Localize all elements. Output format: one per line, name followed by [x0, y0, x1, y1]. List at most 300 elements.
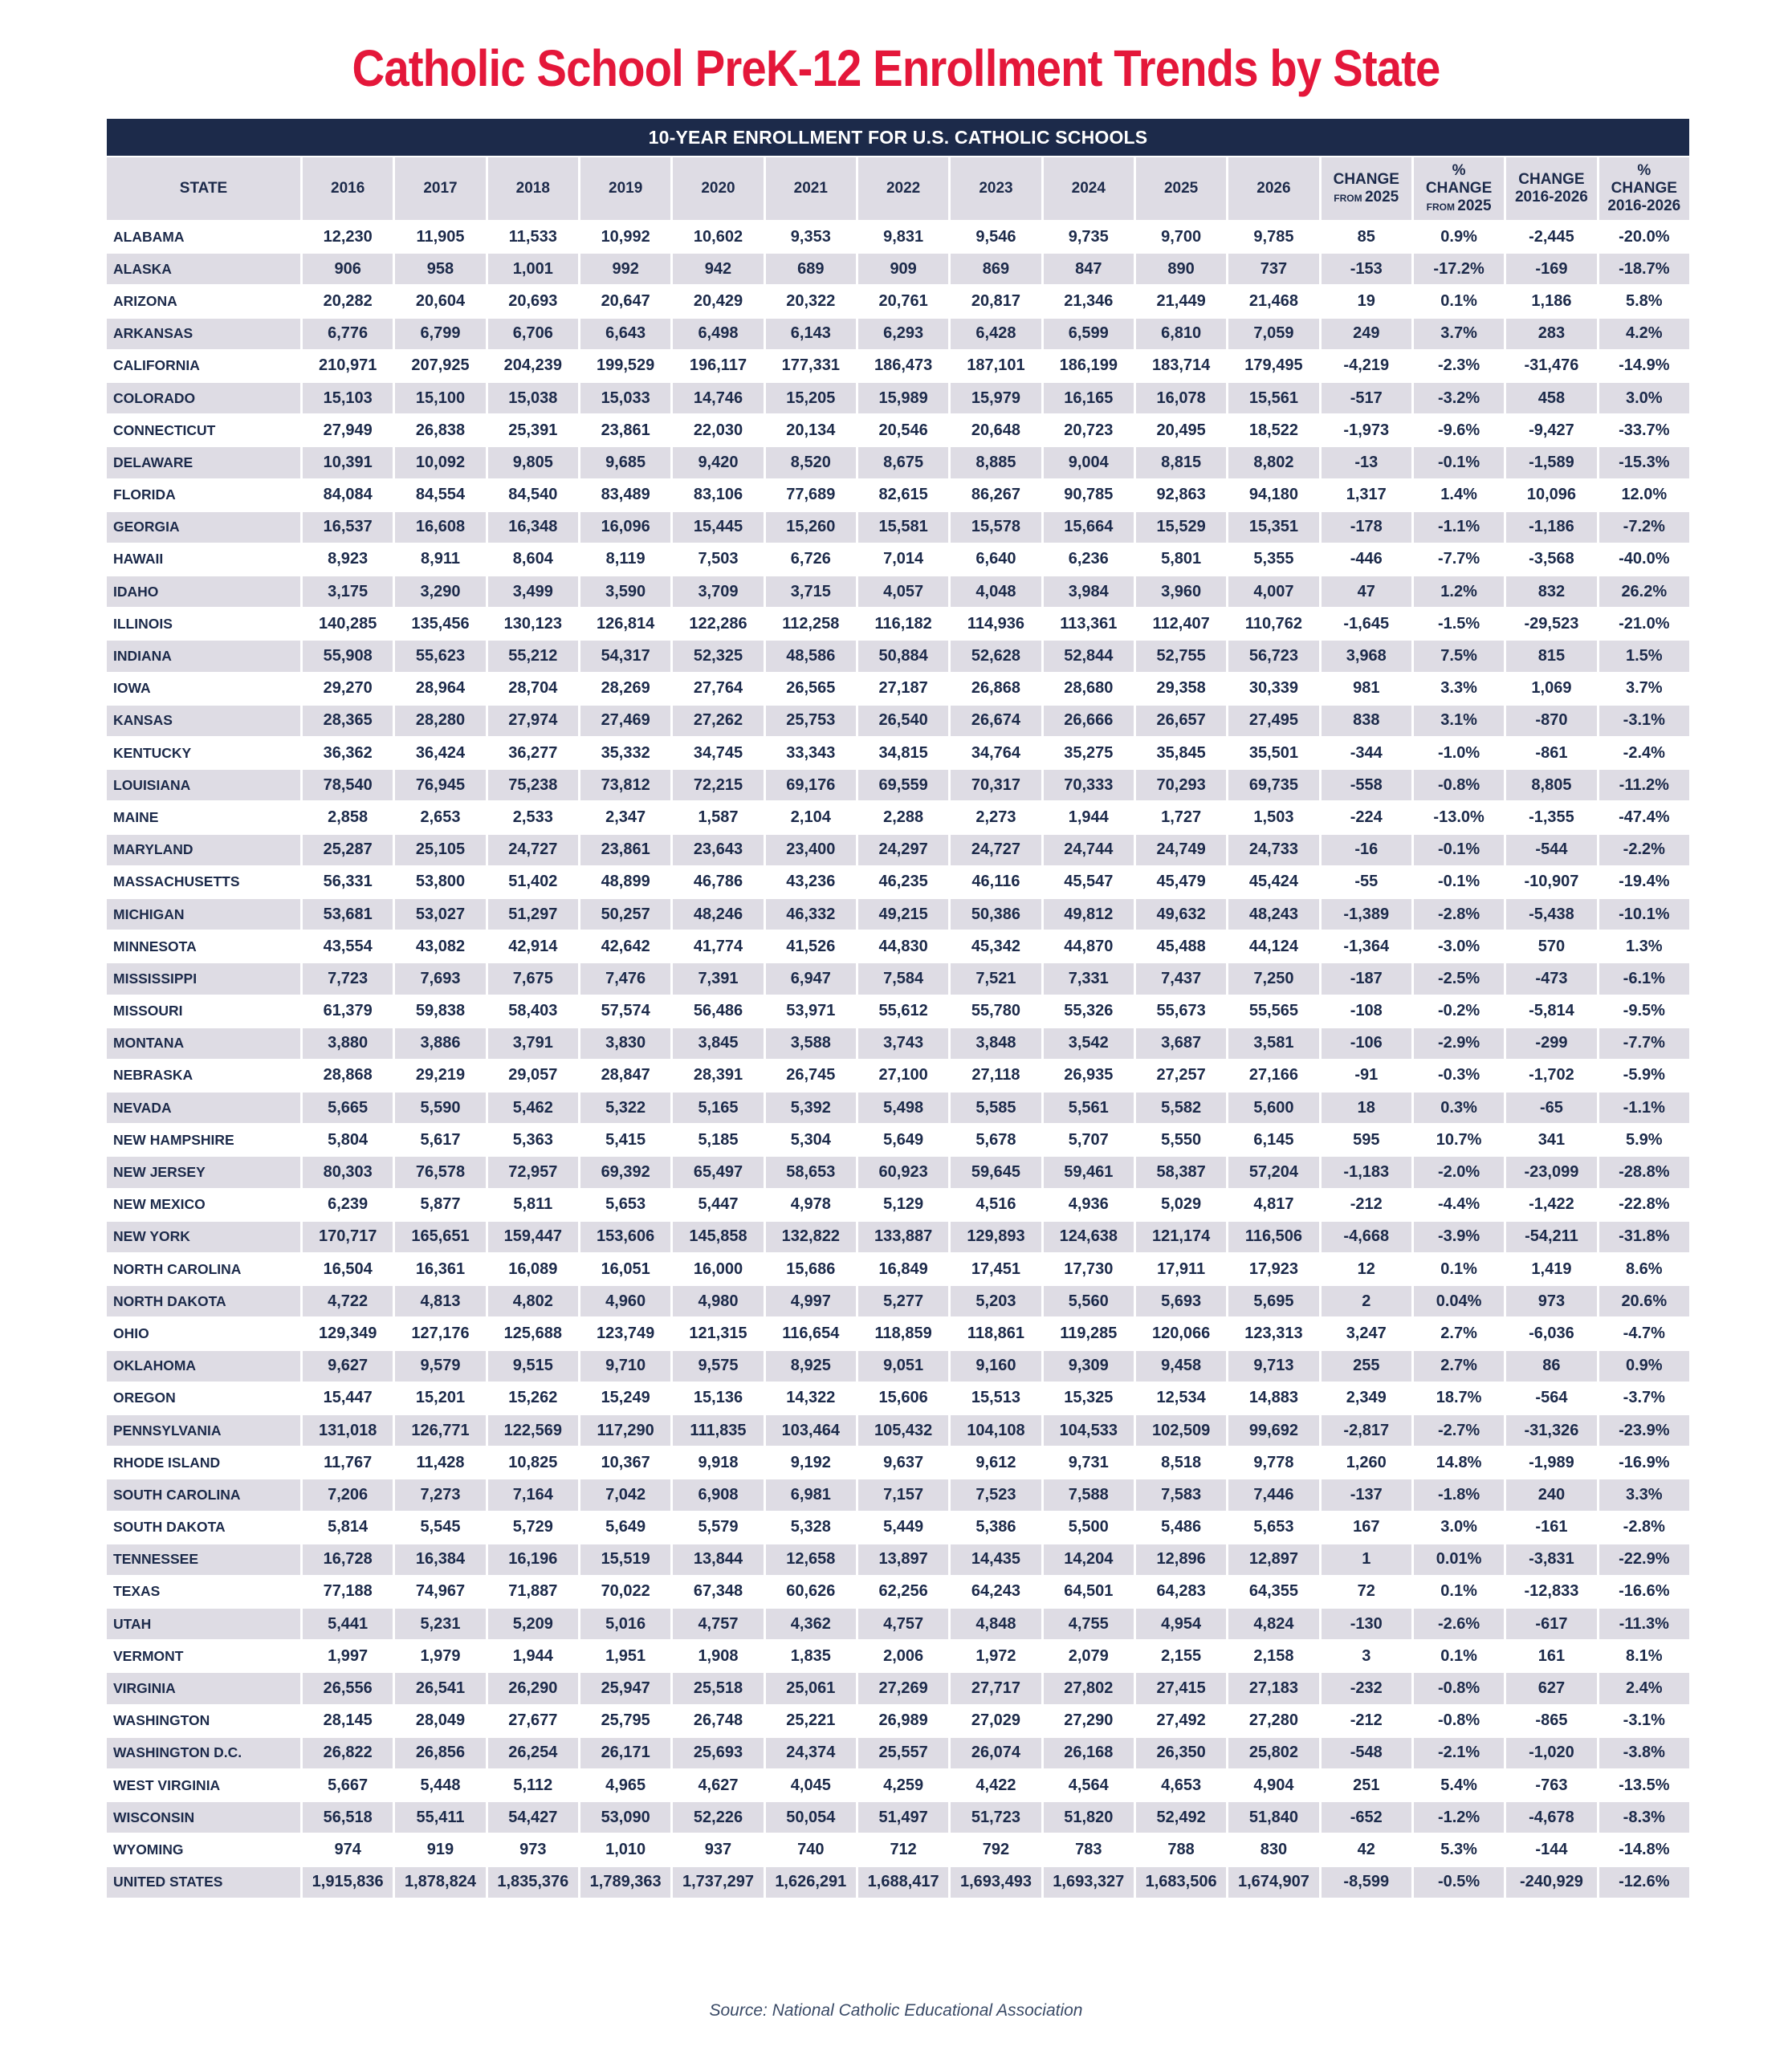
header-sublabel: FROM — [1426, 201, 1458, 213]
cell-y2022: 16,849 — [878, 1259, 928, 1278]
cell-y2025: 183,714 — [1151, 356, 1211, 375]
cell-y2018: 51,297 — [488, 899, 578, 930]
cell-chg10: 973 — [1506, 1286, 1596, 1316]
cell-chg10: 1,186 — [1531, 291, 1572, 310]
header-label: 2024 — [1071, 180, 1106, 197]
cell-y2016: 7,723 — [303, 963, 393, 994]
header-label: 2018 — [515, 180, 550, 197]
header-year-range: 2016-2026 — [1514, 189, 1588, 206]
cell-y2020: 196,117 — [689, 356, 747, 375]
cell-y2026: 24,733 — [1228, 835, 1318, 865]
cell-y2024: 119,285 — [1060, 1324, 1118, 1342]
table-row — [107, 1093, 1689, 1123]
cell-y2022: 50,884 — [858, 641, 948, 671]
cell-y2020: 48,246 — [673, 899, 763, 930]
cell-y2021: 25,221 — [786, 1711, 836, 1730]
cell-pct10: 20.6% — [1599, 1286, 1689, 1316]
cell-y2018: 72,957 — [488, 1157, 578, 1187]
cell-y2018: 1,835,376 — [488, 1867, 578, 1898]
cell-y2025: 4,954 — [1136, 1609, 1226, 1639]
cell-y2023: 70,317 — [951, 770, 1041, 800]
cell-y2024: 5,500 — [1068, 1518, 1109, 1536]
cell-pct10: 3.7% — [1626, 679, 1663, 698]
cell-y2023: 3,848 — [951, 1028, 1041, 1059]
cell-y2018: 7,164 — [488, 1479, 578, 1510]
cell-y2020: 25,518 — [673, 1673, 763, 1703]
cell-y2018: 5,462 — [488, 1093, 578, 1123]
table-body — [107, 222, 1689, 1898]
state-name: FLORIDA — [113, 486, 176, 503]
state-name: TENNESSEE — [107, 1544, 300, 1575]
cell-pct10: -3.7% — [1623, 1389, 1665, 1407]
cell-y2022: 26,540 — [858, 706, 948, 736]
cell-y2017: 74,967 — [415, 1582, 466, 1601]
cell-chg25: -8,599 — [1322, 1867, 1411, 1898]
cell-y2024: 26,666 — [1044, 706, 1134, 736]
enrollment-grid — [104, 156, 1692, 1899]
table-row — [107, 1706, 1689, 1736]
cell-y2019: 15,249 — [601, 1389, 650, 1407]
cell-pct10: -21.0% — [1619, 614, 1670, 633]
state-name: MISSOURI — [113, 1003, 183, 1019]
cell-y2016: 2,858 — [328, 808, 369, 826]
cell-y2022: 8,675 — [858, 447, 948, 478]
cell-y2016: 56,518 — [303, 1802, 393, 1833]
cell-chg25: 251 — [1353, 1776, 1380, 1794]
cell-chg10: -65 — [1506, 1093, 1596, 1123]
cell-y2020: 145,858 — [673, 1222, 763, 1252]
cell-y2017: 59,838 — [415, 1002, 466, 1020]
cell-y2019: 153,606 — [580, 1222, 670, 1252]
cell-pct10: -16.9% — [1619, 1453, 1670, 1471]
cell-chg25: -1,389 — [1322, 899, 1411, 930]
header-label: 2021 — [793, 180, 828, 197]
header-label: 2026 — [1256, 180, 1291, 197]
cell-y2026: 51,840 — [1228, 1802, 1318, 1833]
cell-y2025: 6,810 — [1136, 319, 1226, 349]
table-row — [107, 738, 1689, 768]
cell-y2023: 27,029 — [971, 1711, 1021, 1730]
cell-chg10: -1,020 — [1506, 1738, 1596, 1768]
cell-y2025: 52,755 — [1136, 641, 1226, 671]
cell-y2026: 18,522 — [1248, 421, 1299, 439]
cell-y2024: 104,533 — [1044, 1415, 1134, 1446]
cell-chg25: -106 — [1322, 1028, 1411, 1059]
cell-y2021: 58,653 — [766, 1157, 856, 1187]
cell-y2024: 14,204 — [1044, 1544, 1134, 1575]
cell-y2020: 34,745 — [693, 743, 743, 762]
cell-y2016: 77,188 — [323, 1582, 373, 1601]
cell-y2018: 25,391 — [508, 421, 558, 439]
cell-y2025: 29,358 — [1156, 679, 1206, 698]
cell-chg25: 1,260 — [1346, 1453, 1387, 1471]
cell-y2023: 59,645 — [951, 1157, 1041, 1187]
cell-y2026: 27,166 — [1248, 1066, 1299, 1084]
cell-y2025: 92,863 — [1156, 486, 1206, 504]
cell-pct10: -40.0% — [1619, 550, 1670, 568]
cell-y2020: 6,908 — [673, 1479, 763, 1510]
cell-y2024: 17,730 — [1064, 1259, 1114, 1278]
cell-chg10: -1,989 — [1529, 1453, 1574, 1471]
cell-y2023: 51,723 — [951, 1802, 1041, 1833]
cell-y2023: 9,612 — [975, 1453, 1016, 1471]
cell-y2017: 127,176 — [411, 1324, 470, 1342]
cell-y2026: 5,695 — [1228, 1286, 1318, 1316]
cell-pct10: 5.9% — [1626, 1130, 1663, 1149]
cell-y2016: 25,287 — [303, 835, 393, 865]
cell-y2025: 55,673 — [1156, 1002, 1206, 1020]
cell-y2016: 16,504 — [323, 1259, 373, 1278]
cell-y2023: 187,101 — [967, 356, 1025, 375]
cell-y2023: 2,273 — [975, 808, 1016, 826]
cell-pct10: -47.4% — [1619, 808, 1670, 826]
column-header-y2019 — [580, 157, 670, 220]
cell-chg25: -212 — [1350, 1195, 1383, 1214]
cell-y2025: 64,283 — [1156, 1582, 1206, 1601]
cell-y2016: 61,379 — [323, 1002, 373, 1020]
cell-y2016: 36,362 — [323, 743, 373, 762]
cell-y2023: 1,693,493 — [951, 1867, 1041, 1898]
cell-y2016: 5,665 — [303, 1093, 393, 1123]
cell-y2021: 5,304 — [790, 1130, 831, 1149]
cell-pct25: -13.0% — [1433, 808, 1485, 826]
cell-y2025: 15,529 — [1136, 512, 1226, 543]
cell-y2025: 5,029 — [1161, 1195, 1202, 1214]
cell-y2022: 118,859 — [874, 1324, 932, 1342]
cell-y2023: 17,451 — [971, 1259, 1021, 1278]
cell-chg10: -6,036 — [1529, 1324, 1574, 1342]
column-header-y2018 — [488, 157, 578, 220]
cell-y2020: 25,693 — [673, 1738, 763, 1768]
cell-chg10: -169 — [1506, 254, 1596, 284]
cell-pct10: -19.4% — [1619, 873, 1670, 891]
cell-y2026: 9,778 — [1253, 1453, 1294, 1471]
cell-y2023: 9,160 — [951, 1351, 1041, 1382]
cell-chg25: -558 — [1322, 770, 1411, 800]
cell-y2026: 1,503 — [1253, 808, 1294, 826]
cell-y2017: 919 — [426, 1840, 454, 1858]
cell-y2019: 1,951 — [605, 1646, 646, 1665]
cell-y2025: 7,437 — [1136, 963, 1226, 994]
cell-pct25: -0.1% — [1414, 447, 1504, 478]
table-row — [107, 319, 1689, 349]
header-label: 2019 — [609, 180, 643, 197]
state-name: UTAH — [107, 1609, 300, 1639]
cell-y2017: 29,219 — [415, 1066, 466, 1084]
cell-pct10: -13.5% — [1619, 1776, 1670, 1794]
cell-pct10: -6.1% — [1599, 963, 1689, 994]
cell-y2021: 103,464 — [766, 1415, 856, 1446]
cell-y2017: 5,448 — [420, 1776, 461, 1794]
header-percent-sign: % — [1452, 162, 1466, 180]
cell-y2017: 9,579 — [395, 1351, 485, 1382]
cell-y2017: 53,800 — [415, 873, 466, 891]
cell-y2023: 5,386 — [975, 1518, 1016, 1536]
cell-y2024: 4,564 — [1068, 1776, 1109, 1794]
cell-y2020: 56,486 — [693, 1002, 743, 1020]
table-row — [107, 1609, 1689, 1639]
cell-y2017: 1,979 — [420, 1646, 461, 1665]
cell-chg25: -1,645 — [1343, 614, 1390, 633]
cell-y2026: 30,339 — [1248, 679, 1299, 698]
cell-y2021: 177,331 — [781, 356, 840, 375]
cell-y2022: 116,182 — [874, 614, 932, 633]
table-row — [107, 1577, 1689, 1607]
cell-y2023: 1,972 — [975, 1646, 1016, 1665]
cell-y2021: 9,192 — [790, 1453, 831, 1471]
cell-pct25: 0.1% — [1440, 1259, 1477, 1278]
cell-y2017: 76,578 — [395, 1157, 485, 1187]
cell-y2026: 55,565 — [1248, 1002, 1299, 1020]
cell-y2017: 3,886 — [395, 1028, 485, 1059]
cell-y2016: 16,537 — [303, 512, 393, 543]
cell-y2016: 53,681 — [303, 899, 393, 930]
cell-y2023: 64,243 — [971, 1582, 1021, 1601]
cell-chg10: -473 — [1506, 963, 1596, 994]
cell-y2021: 60,626 — [786, 1582, 836, 1601]
cell-y2016: 20,282 — [323, 291, 373, 310]
cell-pct10: 26.2% — [1599, 576, 1689, 607]
cell-chg10: 283 — [1506, 319, 1596, 349]
cell-y2021: 15,205 — [766, 383, 856, 413]
cell-chg25: -446 — [1350, 550, 1383, 568]
cell-y2020: 16,000 — [693, 1259, 743, 1278]
cell-y2023: 6,428 — [951, 319, 1041, 349]
cell-y2017: 5,590 — [395, 1093, 485, 1123]
state-name: VERMONT — [113, 1647, 184, 1664]
cell-y2020: 5,579 — [698, 1518, 739, 1536]
cell-y2017: 28,964 — [415, 679, 466, 698]
cell-y2024: 5,561 — [1044, 1093, 1134, 1123]
cell-y2022: 133,887 — [858, 1222, 948, 1252]
cell-chg10: -763 — [1535, 1776, 1568, 1794]
cell-y2026: 4,817 — [1253, 1195, 1294, 1214]
cell-y2023: 14,435 — [951, 1544, 1041, 1575]
cell-y2016: 43,554 — [323, 937, 373, 955]
state-name: MASSACHUSETTS — [113, 873, 240, 890]
cell-chg25: -548 — [1322, 1738, 1411, 1768]
cell-y2020: 10,602 — [693, 227, 743, 246]
cell-y2026: 179,495 — [1244, 356, 1303, 375]
cell-pct10: -33.7% — [1619, 421, 1670, 439]
cell-pct25: -3.2% — [1414, 383, 1504, 413]
cell-y2023: 114,936 — [967, 614, 1025, 633]
cell-y2026: 8,802 — [1228, 447, 1318, 478]
cell-y2017: 16,384 — [395, 1544, 485, 1575]
cell-y2016: 26,556 — [303, 1673, 393, 1703]
table-row — [107, 1383, 1689, 1414]
cell-y2016: 7,206 — [303, 1479, 393, 1510]
state-name: SOUTH CAROLINA — [107, 1479, 300, 1510]
column-header-chg10 — [1506, 157, 1596, 220]
cell-y2019: 7,476 — [580, 963, 670, 994]
table-row — [107, 222, 1689, 252]
state-name: GEORGIA — [107, 512, 300, 543]
cell-pct10: -3.1% — [1623, 1711, 1665, 1730]
cell-y2018: 122,569 — [488, 1415, 578, 1446]
cell-pct25: 0.1% — [1440, 291, 1477, 310]
table-row — [107, 254, 1689, 284]
cell-y2024: 5,560 — [1044, 1286, 1134, 1316]
cell-y2026: 7,250 — [1228, 963, 1318, 994]
cell-y2025: 27,257 — [1156, 1066, 1206, 1084]
cell-y2020: 13,844 — [673, 1544, 763, 1575]
cell-chg25: 12 — [1357, 1259, 1375, 1278]
cell-y2018: 24,727 — [488, 835, 578, 865]
cell-y2026: 35,501 — [1248, 743, 1299, 762]
cell-y2018: 1,944 — [512, 1646, 553, 1665]
cell-y2022: 27,269 — [858, 1673, 948, 1703]
cell-pct25: 14.8% — [1436, 1453, 1482, 1471]
cell-y2026: 14,883 — [1248, 1389, 1299, 1407]
state-name: KENTUCKY — [113, 744, 192, 761]
cell-y2025: 49,632 — [1136, 899, 1226, 930]
table-row — [107, 608, 1689, 639]
cell-y2026: 15,561 — [1228, 383, 1318, 413]
cell-y2023: 5,678 — [975, 1130, 1016, 1149]
cell-y2025: 9,700 — [1161, 227, 1202, 246]
cell-chg25: 3 — [1362, 1646, 1371, 1665]
cell-y2021: 8,520 — [766, 447, 856, 478]
source-note: Source: National Catholic Educational Association — [709, 2001, 1083, 2020]
cell-chg25: -1,364 — [1343, 937, 1390, 955]
cell-y2016: 15,447 — [323, 1389, 373, 1407]
cell-chg25: 167 — [1353, 1518, 1380, 1536]
state-name: NORTH DAKOTA — [107, 1286, 300, 1316]
cell-y2017: 15,201 — [415, 1389, 466, 1407]
cell-y2025: 5,582 — [1136, 1093, 1226, 1123]
cell-chg10: -54,211 — [1506, 1222, 1596, 1252]
cell-y2020: 9,575 — [673, 1351, 763, 1382]
cell-pct25: -3.0% — [1437, 937, 1480, 955]
cell-chg25: 255 — [1322, 1351, 1411, 1382]
cell-y2020: 15,445 — [673, 512, 763, 543]
cell-y2020: 83,106 — [693, 486, 743, 504]
cell-chg25: 595 — [1353, 1130, 1380, 1149]
cell-y2025: 112,407 — [1152, 614, 1210, 633]
cell-y2023: 20,817 — [971, 291, 1021, 310]
cell-y2026: 27,183 — [1228, 1673, 1318, 1703]
cell-pct25: -17.2% — [1414, 254, 1504, 284]
column-header-y2023 — [951, 157, 1041, 220]
column-header-y2024 — [1044, 157, 1134, 220]
cell-chg25: -1,973 — [1343, 421, 1390, 439]
cell-y2022: 4,057 — [858, 576, 948, 607]
cell-y2022: 55,612 — [878, 1002, 928, 1020]
cell-y2026: 110,762 — [1244, 614, 1303, 633]
cell-y2026: 2,158 — [1253, 1646, 1294, 1665]
header-label: 2016 — [331, 180, 365, 197]
cell-y2016: 140,285 — [319, 614, 377, 633]
cell-y2022: 3,743 — [858, 1028, 948, 1059]
cell-y2025: 52,492 — [1136, 1802, 1226, 1833]
cell-chg25: 47 — [1322, 576, 1411, 607]
cell-pct10: -18.7% — [1599, 254, 1689, 284]
cell-y2017: 25,105 — [395, 835, 485, 865]
cell-y2025: 70,293 — [1136, 770, 1226, 800]
cell-y2018: 15,262 — [508, 1389, 558, 1407]
state-name: INDIANA — [107, 641, 300, 671]
cell-pct25: -3.9% — [1414, 1222, 1504, 1252]
cell-pct25: -7.7% — [1437, 550, 1480, 568]
cell-pct10: -11.3% — [1599, 1609, 1689, 1639]
cell-pct10: -10.1% — [1599, 899, 1689, 930]
state-name: IOWA — [113, 680, 151, 697]
cell-pct25: -2.0% — [1414, 1157, 1504, 1187]
cell-y2019: 25,795 — [601, 1711, 650, 1730]
cell-y2022: 4,259 — [883, 1776, 924, 1794]
cell-y2021: 116,654 — [782, 1324, 840, 1342]
cell-y2022: 13,897 — [858, 1544, 948, 1575]
cell-y2016: 4,722 — [303, 1286, 393, 1316]
cell-pct10: -4.7% — [1623, 1324, 1665, 1342]
cell-y2024: 26,935 — [1064, 1066, 1114, 1084]
cell-chg25: -224 — [1350, 808, 1383, 826]
cell-y2026: 21,468 — [1248, 291, 1299, 310]
cell-chg25: -517 — [1322, 383, 1411, 413]
cell-y2020: 26,748 — [693, 1711, 743, 1730]
cell-y2020: 3,709 — [673, 576, 763, 607]
cell-y2026: 9,713 — [1228, 1351, 1318, 1382]
cell-pct10: -9.5% — [1623, 1002, 1665, 1020]
cell-y2017: 26,541 — [395, 1673, 485, 1703]
cell-y2024: 3,984 — [1044, 576, 1134, 607]
cell-y2017: 5,617 — [420, 1130, 461, 1149]
state-name: IDAHO — [107, 576, 300, 607]
cell-y2016: 129,349 — [319, 1324, 377, 1342]
cell-y2021: 24,374 — [766, 1738, 856, 1768]
cell-pct25: -1.0% — [1437, 743, 1480, 762]
cell-pct25: 5.3% — [1440, 1840, 1477, 1858]
cell-y2016: 28,868 — [323, 1066, 373, 1084]
cell-chg25: 2,349 — [1346, 1389, 1387, 1407]
cell-y2026: 6,145 — [1253, 1130, 1294, 1149]
cell-y2022: 5,129 — [883, 1195, 924, 1214]
cell-y2023: 45,342 — [971, 937, 1021, 955]
cell-y2024: 49,812 — [1044, 899, 1134, 930]
cell-y2021: 77,689 — [786, 486, 836, 504]
cell-y2017: 7,693 — [395, 963, 485, 994]
table-row — [107, 1254, 1689, 1284]
cell-chg10: 341 — [1537, 1130, 1566, 1149]
cell-pct10: 2.4% — [1599, 1673, 1689, 1703]
cell-y2019: 8,119 — [605, 550, 646, 568]
cell-pct25: 18.7% — [1436, 1389, 1482, 1407]
cell-y2016: 8,923 — [328, 550, 369, 568]
cell-y2024: 45,547 — [1064, 873, 1114, 891]
cell-y2018: 9,805 — [488, 447, 578, 478]
cell-y2017: 5,877 — [420, 1195, 461, 1214]
cell-y2016: 10,391 — [303, 447, 393, 478]
cell-y2026: 4,007 — [1228, 576, 1318, 607]
cell-y2024: 9,731 — [1068, 1453, 1109, 1471]
cell-y2021: 4,362 — [766, 1609, 856, 1639]
total-row — [107, 1867, 1689, 1898]
cell-y2016: 974 — [334, 1840, 361, 1858]
cell-y2024: 64,501 — [1064, 1582, 1114, 1601]
cell-y2020: 20,429 — [693, 291, 743, 310]
cell-y2019: 10,367 — [601, 1453, 650, 1471]
header-label: CHANGE — [1333, 171, 1399, 189]
cell-y2021: 53,971 — [786, 1002, 836, 1020]
cell-y2025: 2,155 — [1161, 1646, 1202, 1665]
cell-y2022: 6,293 — [858, 319, 948, 349]
cell-y2019: 23,861 — [601, 421, 650, 439]
cell-y2026: 830 — [1260, 1840, 1288, 1858]
cell-pct25: 2.7% — [1440, 1324, 1477, 1342]
cell-y2024: 35,275 — [1064, 743, 1114, 762]
cell-y2020: 4,627 — [698, 1776, 739, 1794]
